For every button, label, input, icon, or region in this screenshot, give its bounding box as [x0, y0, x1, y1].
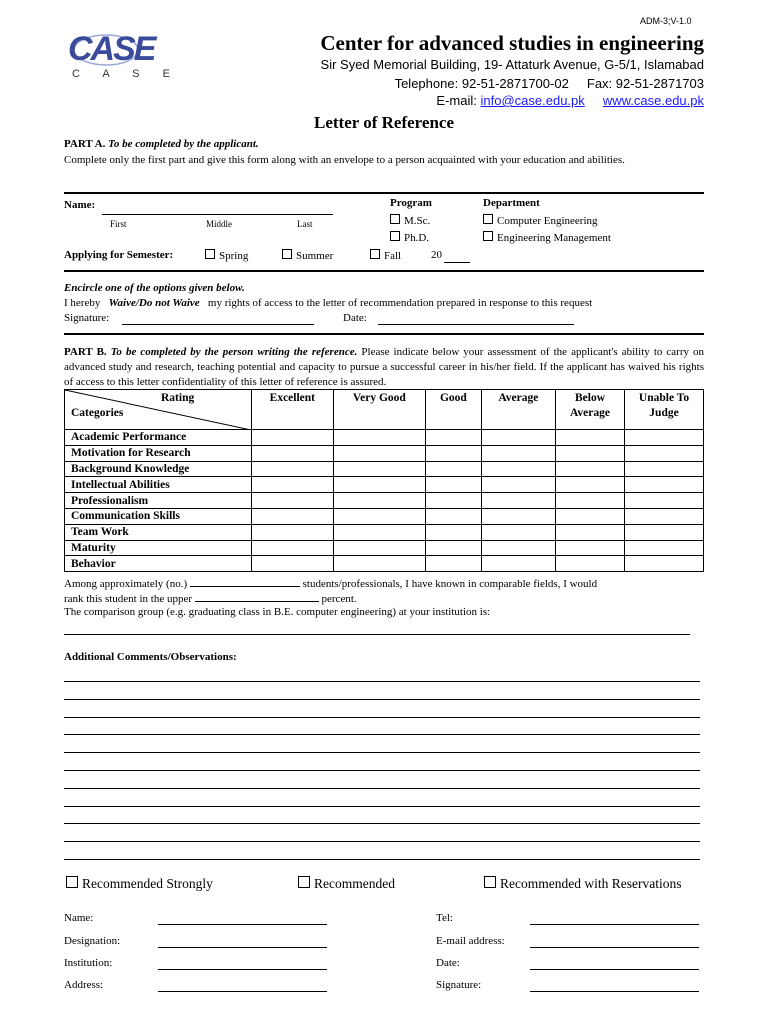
semester-option-fall[interactable]: Fall	[370, 249, 401, 262]
comment-line[interactable]	[64, 770, 700, 771]
rating-cell[interactable]	[556, 524, 625, 540]
rating-category-label: Communication Skills	[65, 508, 252, 524]
checkbox-icon[interactable]	[483, 214, 493, 224]
telephone-value: 92-51-2871700-02	[461, 76, 569, 91]
fax-value: 92-51-2871703	[615, 76, 704, 91]
rating-cell[interactable]	[333, 508, 425, 524]
rating-category-label: Maturity	[65, 540, 252, 556]
rating-cell[interactable]	[481, 445, 555, 461]
waiver-date-label: Date:	[343, 312, 367, 324]
email-label: E-mail:	[436, 93, 477, 108]
document-code: ADM-3;V-1.0	[640, 16, 692, 26]
recommended-with-reservations-option[interactable]: Recommended with Reservations	[484, 876, 681, 892]
comparison-text: Among approximately (no.)	[64, 578, 188, 590]
rating-row	[65, 477, 704, 493]
column-header: Very Good	[333, 390, 425, 430]
rating-cell[interactable]	[625, 524, 704, 540]
comment-line[interactable]	[64, 734, 700, 735]
rating-row	[65, 508, 704, 524]
year-prefix: 20	[431, 249, 442, 261]
rating-cell[interactable]	[556, 493, 625, 509]
rating-cell[interactable]	[252, 540, 334, 556]
rating-cell[interactable]	[556, 508, 625, 524]
rating-cell[interactable]	[252, 508, 334, 524]
logo-text: CASE	[68, 30, 155, 68]
rating-cell[interactable]	[252, 430, 334, 446]
referee-email-field[interactable]	[530, 947, 699, 948]
org-contact-phone	[250, 76, 704, 91]
rating-row	[65, 524, 704, 540]
rating-cell[interactable]	[481, 508, 555, 524]
department-option-engineering-management[interactable]: Engineering Management	[483, 231, 611, 244]
comment-line[interactable]	[64, 752, 700, 753]
rating-cell[interactable]	[333, 430, 425, 446]
rating-cell[interactable]	[252, 556, 334, 572]
comment-line[interactable]	[64, 788, 700, 789]
program-label: Program	[390, 197, 432, 209]
divider	[64, 270, 704, 272]
rating-table-body	[65, 430, 704, 572]
semester-option-spring[interactable]: Spring	[205, 249, 248, 262]
comment-line[interactable]	[64, 717, 700, 718]
rating-cell[interactable]	[556, 477, 625, 493]
rating-cell[interactable]	[625, 445, 704, 461]
checkbox-icon[interactable]	[390, 231, 400, 241]
rating-cell[interactable]	[333, 445, 425, 461]
rating-cell[interactable]	[556, 445, 625, 461]
comment-line[interactable]	[64, 859, 700, 860]
referee-institution-field[interactable]	[158, 969, 327, 970]
page-title: Letter of Reference	[313, 113, 454, 132]
website-link[interactable]: www.case.edu.pk	[602, 93, 704, 108]
divider	[64, 192, 704, 194]
rating-cell[interactable]	[481, 556, 555, 572]
rating-cell[interactable]	[625, 493, 704, 509]
waiver-statement	[64, 297, 704, 309]
comparison-line-3: The comparison group (e.g. graduating class in B.E. computer engineering) at your institution is:	[64, 606, 491, 618]
part-b-text: Please indicate below your assessment of the applicant's ability to carry on advanced study and research, teaching potential and capacity to pursue a successful career in his/her field. If the applicant has waived his rights of access to this letter confidentiality of this letter of reference is assured.	[64, 346, 705, 388]
rating-cell[interactable]	[252, 445, 334, 461]
referee-address-label: Address:	[64, 979, 104, 991]
rating-row	[65, 430, 704, 446]
column-header: Unable To Judge	[625, 390, 704, 430]
rating-cell[interactable]	[625, 430, 704, 446]
rating-cell[interactable]	[252, 461, 334, 477]
rating-cell[interactable]	[252, 477, 334, 493]
comment-line[interactable]	[64, 841, 700, 842]
rating-cell[interactable]	[481, 493, 555, 509]
percent-field[interactable]	[195, 591, 319, 602]
rating-row	[65, 493, 704, 509]
comparison-group-field[interactable]	[64, 634, 690, 635]
rating-category-label: Background Knowledge	[65, 461, 252, 477]
referee-signature-field[interactable]	[530, 991, 699, 992]
comparison-line-2	[64, 591, 357, 605]
rating-category-label: Behavior	[65, 556, 252, 572]
rating-row	[65, 461, 704, 477]
part-a-heading	[64, 138, 259, 150]
rating-cell[interactable]	[333, 556, 425, 572]
rating-cell[interactable]	[481, 540, 555, 556]
referee-email-label: E-mail address:	[436, 935, 505, 947]
student-count-field[interactable]	[190, 576, 300, 587]
rating-cell[interactable]	[556, 556, 625, 572]
part-a-instructions: Complete only the first part and give this form along with an envelope to a person acquainted with your education and abilities.	[64, 154, 625, 166]
org-address: Sir Syed Memorial Building, 19- Attaturk Avenue, G-5/1, Islamabad	[320, 57, 704, 72]
comments-label: Additional Comments/Observations:	[64, 651, 237, 663]
rating-cell[interactable]	[425, 477, 481, 493]
email-link[interactable]: info@case.edu.pk	[480, 93, 585, 108]
waiver-options[interactable]: Waive/Do not Waive	[108, 297, 200, 309]
rating-cell[interactable]	[425, 540, 481, 556]
comparison-text: rank this student in the upper	[64, 593, 193, 605]
rating-cell[interactable]	[333, 477, 425, 493]
rating-cell[interactable]	[625, 477, 704, 493]
rating-table-header	[65, 390, 704, 430]
rating-cell[interactable]	[556, 461, 625, 477]
column-header: Good	[425, 390, 481, 430]
comment-line[interactable]	[64, 681, 700, 682]
recommended-option[interactable]: Recommended	[298, 876, 395, 892]
semester-label: Applying for Semester:	[64, 249, 174, 261]
rating-cell[interactable]	[481, 430, 555, 446]
rating-cell[interactable]	[481, 461, 555, 477]
rating-row	[65, 540, 704, 556]
waiver-suffix: my rights of access to the letter of recommendation prepared in response to this request	[207, 297, 593, 309]
name-last-label: Last	[297, 219, 313, 229]
rating-cell[interactable]	[425, 445, 481, 461]
column-header: Excellent	[252, 390, 334, 430]
rating-cell[interactable]	[333, 493, 425, 509]
rating-row	[65, 445, 704, 461]
rating-corner-cell	[65, 390, 252, 430]
referee-name-label: Name:	[64, 912, 94, 924]
rating-cell[interactable]	[333, 461, 425, 477]
referee-designation-label: Designation:	[64, 935, 121, 947]
name-first-label: First	[110, 219, 127, 229]
part-b-label: PART B.	[64, 346, 107, 358]
referee-tel-label: Tel:	[436, 912, 453, 924]
referee-signature-label: Signature:	[436, 979, 482, 991]
rating-cell[interactable]	[425, 493, 481, 509]
rating-cell[interactable]	[556, 540, 625, 556]
column-header: Below Average	[556, 390, 625, 430]
rating-corner-top: Rating	[161, 392, 195, 404]
rating-cell[interactable]	[625, 540, 704, 556]
rating-cell[interactable]	[252, 524, 334, 540]
rating-cell[interactable]	[425, 461, 481, 477]
part-b-subheading: To be completed by the person writing the reference.	[110, 346, 358, 358]
rating-cell[interactable]	[425, 524, 481, 540]
comparison-text: percent.	[321, 593, 357, 605]
rating-table	[64, 389, 704, 572]
checkbox-icon[interactable]	[66, 876, 78, 888]
rating-corner-bottom: Categories	[71, 407, 124, 419]
name-middle-label: Middle	[206, 219, 232, 229]
part-b-instructions	[64, 345, 704, 390]
checkbox-icon[interactable]	[298, 876, 310, 888]
waiver-signature-label: Signature:	[64, 312, 110, 324]
telephone-label: Telephone:	[394, 76, 459, 91]
comment-line[interactable]	[64, 823, 700, 824]
column-header: Average	[481, 390, 555, 430]
divider	[64, 333, 704, 335]
rating-cell[interactable]	[481, 477, 555, 493]
comment-line[interactable]	[64, 699, 700, 700]
rating-cell[interactable]	[333, 524, 425, 540]
checkbox-icon[interactable]	[390, 214, 400, 224]
waiver-heading: Encircle one of the options given below.	[64, 282, 245, 294]
referee-designation-field[interactable]	[158, 947, 327, 948]
rating-cell[interactable]	[425, 508, 481, 524]
org-name: Center for advanced studies in engineering	[320, 31, 704, 55]
checkbox-icon[interactable]	[370, 249, 380, 259]
rating-row	[65, 556, 704, 572]
logo-subtext: C A S E	[72, 68, 180, 80]
rating-cell[interactable]	[425, 430, 481, 446]
rating-cell[interactable]	[333, 540, 425, 556]
semester-option-summer[interactable]: Summer	[282, 249, 333, 262]
rating-category-label: Intellectual Abilities	[65, 477, 252, 493]
referee-name-field[interactable]	[158, 924, 327, 925]
rating-category-label: Academic Performance	[65, 430, 252, 446]
year-field[interactable]	[444, 262, 470, 263]
comment-line[interactable]	[64, 806, 700, 807]
rating-cell[interactable]	[625, 556, 704, 572]
org-contact-email	[250, 93, 704, 108]
rating-category-label: Team Work	[65, 524, 252, 540]
referee-date-label: Date:	[436, 957, 460, 969]
rating-cell[interactable]	[556, 430, 625, 446]
name-field[interactable]	[102, 214, 333, 215]
waiver-signature-field[interactable]	[122, 324, 314, 325]
part-a-subheading: To be completed by the applicant.	[108, 138, 259, 150]
referee-date-field[interactable]	[530, 969, 699, 970]
waiver-date-field[interactable]	[378, 324, 574, 325]
rating-category-label: Professionalism	[65, 493, 252, 509]
comparison-line-1	[64, 576, 597, 590]
department-label: Department	[483, 197, 540, 209]
rating-cell[interactable]	[481, 524, 555, 540]
name-label: Name:	[64, 199, 96, 211]
part-a-label: PART A.	[64, 138, 106, 150]
checkbox-icon[interactable]	[205, 249, 215, 259]
checkbox-icon[interactable]	[484, 876, 496, 888]
rating-cell[interactable]	[252, 493, 334, 509]
department-option-computer-engineering[interactable]: Computer Engineering	[483, 214, 598, 227]
rating-cell[interactable]	[625, 508, 704, 524]
waiver-prefix: I hereby	[64, 297, 101, 309]
program-option-phd[interactable]: Ph.D.	[390, 231, 429, 244]
recommend-strongly-option[interactable]: Recommended Strongly	[66, 876, 213, 892]
checkbox-icon[interactable]	[282, 249, 292, 259]
program-option-msc[interactable]: M.Sc.	[390, 214, 430, 227]
rating-cell[interactable]	[625, 461, 704, 477]
fax-label: Fax:	[586, 76, 613, 91]
referee-tel-field[interactable]	[530, 924, 699, 925]
comparison-text: students/professionals, I have known in comparable fields, I would	[302, 578, 598, 590]
rating-category-label: Motivation for Research	[65, 445, 252, 461]
referee-address-field[interactable]	[158, 991, 327, 992]
referee-institution-label: Institution:	[64, 957, 113, 969]
checkbox-icon[interactable]	[483, 231, 493, 241]
rating-cell[interactable]	[425, 556, 481, 572]
